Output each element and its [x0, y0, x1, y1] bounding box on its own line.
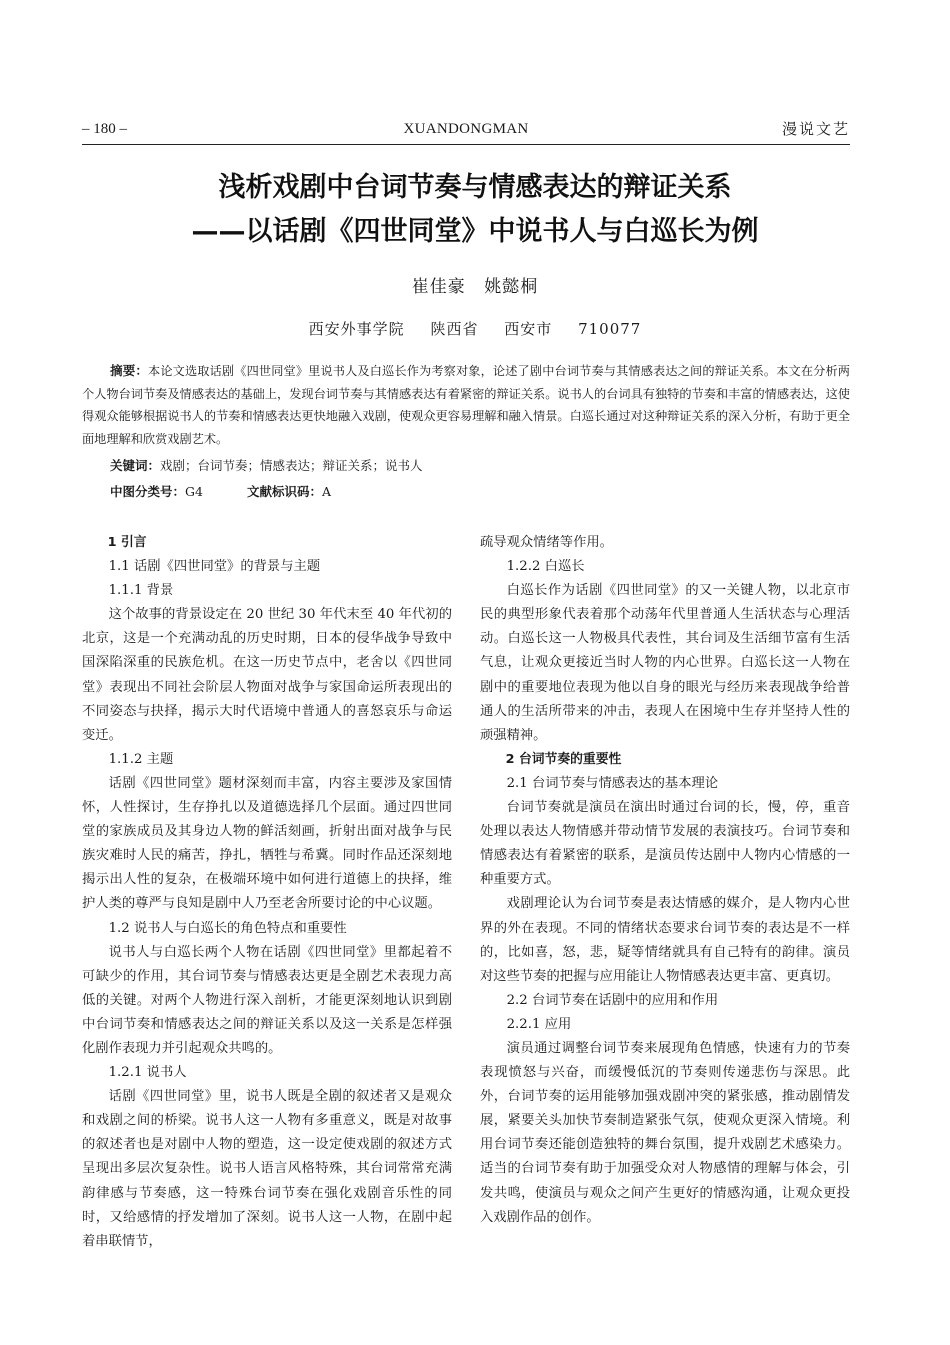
body-column-left — [82, 531, 452, 1254]
paragraph: 台词节奏就是演员在演出时通过台词的长，慢，停，重音处理以表达人物情感并带动情节发展的表演技巧。台词节奏和情感表达有着紧密的联系，是演员传达剧中人物内心情感的一种重要方式。 — [480, 800, 850, 888]
subsection-heading: 2.2.1 应用 — [506, 1016, 572, 1032]
clc-value: G4 — [185, 484, 203, 499]
subsection-heading: 1.1.1 背景 — [108, 583, 174, 599]
section-heading: 2 台词节奏的重要性 — [505, 751, 622, 767]
classification — [110, 481, 331, 503]
clc-label: 中图分类号： — [110, 484, 186, 499]
affiliation-postcode: 710077 — [578, 320, 642, 338]
paragraph: 话剧《四世同堂》题材深刻而丰富，内容主要涉及家国情怀，人性探讨，生存挣扎以及道德选择几个层面。通过四世同堂的家族成员及其身边人物的鲜活刻画，折射出面对战争与民族灾难时人民的痛苦，挣扎，牺牲与希冀。同时作品还深刻地揭示出人性的复杂，在极端环境中如何进行道德上的抉择，维护人类的尊严与良知是剧中人乃至老舍所要讨论的中心议题。 — [82, 775, 452, 912]
paper-title: 浅析戏剧中台词节奏与情感表达的辩证关系 — [218, 172, 732, 203]
paragraph: 白巡长作为话剧《四世同堂》的又一关键人物，以北京市民的典型形象代表着那个动荡年代里普通人生活状态与心理活动。白巡长这一人物极具代表性，其台词及生活细节富有生活气息，让观众更接近当时人物的内心世界。白巡长这一人物在剧中的重要地位表现为他以自身的眼光与经历来表现战争给普通人的生活所带来的冲击，表现人在困境中生存并坚持人性的顽强精神。 — [480, 583, 850, 743]
subsection-heading: 2.1 台词节奏与情感表达的基本理论 — [506, 775, 719, 791]
subsection-heading: 1.2.2 白巡长 — [506, 559, 585, 575]
keywords-text: 戏剧；台词节奏；情感表达；辩证关系；说书人 — [160, 458, 423, 473]
authors — [82, 272, 868, 297]
paper-subtitle: ——以话剧《四世同堂》中说书人与白巡长为例 — [191, 216, 759, 247]
author-name: 姚懿桐 — [484, 277, 539, 297]
section-heading: 1 引言 — [107, 535, 147, 550]
abstract-label: 摘要： — [110, 363, 149, 378]
affiliation-city: 西安市 — [504, 320, 553, 338]
paragraph: 话剧《四世同堂》里，说书人既是全剧的叙述者又是观众和戏剧之间的桥梁。说书人这一人物有多重意义，既是对故事的叙述者也是对剧中人物的塑造，这一设定使戏剧的叙述方式呈现出多层次复杂性。说书人语言风格特殊，其台词常常充满韵律感与节奏感，这一特殊台词节奏在强化戏剧音乐性的同时，又给感情的抒发增加了深刻。说书人这一人物，在剧中起着串联情节， — [82, 1089, 452, 1249]
keywords-label: 关键词： — [110, 458, 161, 473]
body-column-right — [480, 531, 850, 1230]
paragraph: 说书人与白巡长两个人物在话剧《四世同堂》里都起着不可缺少的作用，其台词节奏与情感表达更是全剧艺术表现力高低的关键。对两个人物进行深入剖析，才能更深刻地认识到剧中台词节奏和情感表达之间的辩证关系以及这一关系是怎样强化剧作表现力并引起观众共鸣的。 — [82, 944, 452, 1056]
paragraph: 这个故事的背景设定在 20 世纪 30 年代末至 40 年代初的北京，这是一个充满动乱的历史时期，日本的侵华战争导致中国深陷深重的民族危机。在这一历史节点中，老舍以《四世同堂》表现出不同社会阶层人物面对战争与家国命运所表现出的不同姿态与抉择，揭示大时代语境中普通人的喜怒哀乐与命运变迁。 — [82, 607, 452, 743]
abstract — [82, 360, 850, 450]
paragraph: 演员通过调整台词节奏来展现角色情感，快速有力的节奏表现愤怒与兴奋，而缓慢低沉的节奏则传递悲伤与深思。此外，台词节奏的运用能够加强戏剧冲突的紧张感，推动剧情发展，紧要关头加快节奏制造紧张气氛，使观众更深入情境。利用台词节奏还能创造独特的舞台氛围，提升戏剧艺术感染力。适当的台词节奏有助于加强受众对人物感情的理解与体会，引发共鸣，使演员与观众之间产生更好的情感沟通，让观众更投入戏剧作品的创作。 — [480, 1040, 850, 1225]
abstract-text: 本论文选取话剧《四世同堂》里说书人及白巡长作为考察对象，论述了剧中台词节奏与其情感表达之间的辩证关系。本文在分析两个人物台词节奏及情感表达的基础上，发现台词节奏与其情感表达有着紧密的辩证关系。说书人的台词具有独特的节奏和丰富的情感表达，这使得观众能够根据说书人的节奏和情感表达更快地融入戏剧，使观众更容易理解和融入情景。白巡长通过对这种辩证关系的深入分析，有助于更全面地理解和欣赏戏剧艺术。 — [82, 364, 850, 446]
affiliation-institution: 西安外事学院 — [308, 320, 405, 338]
subsection-heading: 1.1.2 主题 — [108, 751, 174, 767]
column-name: 漫说文艺 — [781, 120, 850, 138]
subsection-heading: 1.2.1 说书人 — [108, 1065, 187, 1081]
doc-code-value: A — [321, 484, 332, 499]
subsection-heading: 1.1 话剧《四世同堂》的背景与主题 — [108, 559, 321, 575]
affiliation-province: 陕西省 — [430, 320, 479, 338]
affiliation — [82, 318, 868, 339]
subsection-heading: 1.2 说书人与白巡长的角色特点和重要性 — [108, 920, 347, 936]
keywords — [110, 455, 423, 477]
running-header — [82, 118, 850, 145]
paragraph-continuation: 疏导观众情绪等作用。 — [480, 535, 613, 550]
paragraph: 戏剧理论认为台词节奏是表达情感的媒介，是人物内心世界的外在表现。不同的情绪状态要求台词节奏的表达是不一样的，比如喜，怒，悲，疑等情绪就具有自己特有的韵律。演员对这些节奏的把握与应用能让人物情感表达更丰富、更真切。 — [480, 896, 850, 984]
doc-code-label: 文献标识码： — [246, 484, 322, 499]
magazine-name: XUANDONGMAN — [403, 121, 529, 137]
subsection-heading: 2.2 台词节奏在话剧中的应用和作用 — [506, 992, 719, 1008]
author-name: 崔佳豪 — [411, 277, 466, 297]
page-number: – 180 – — [82, 121, 127, 137]
